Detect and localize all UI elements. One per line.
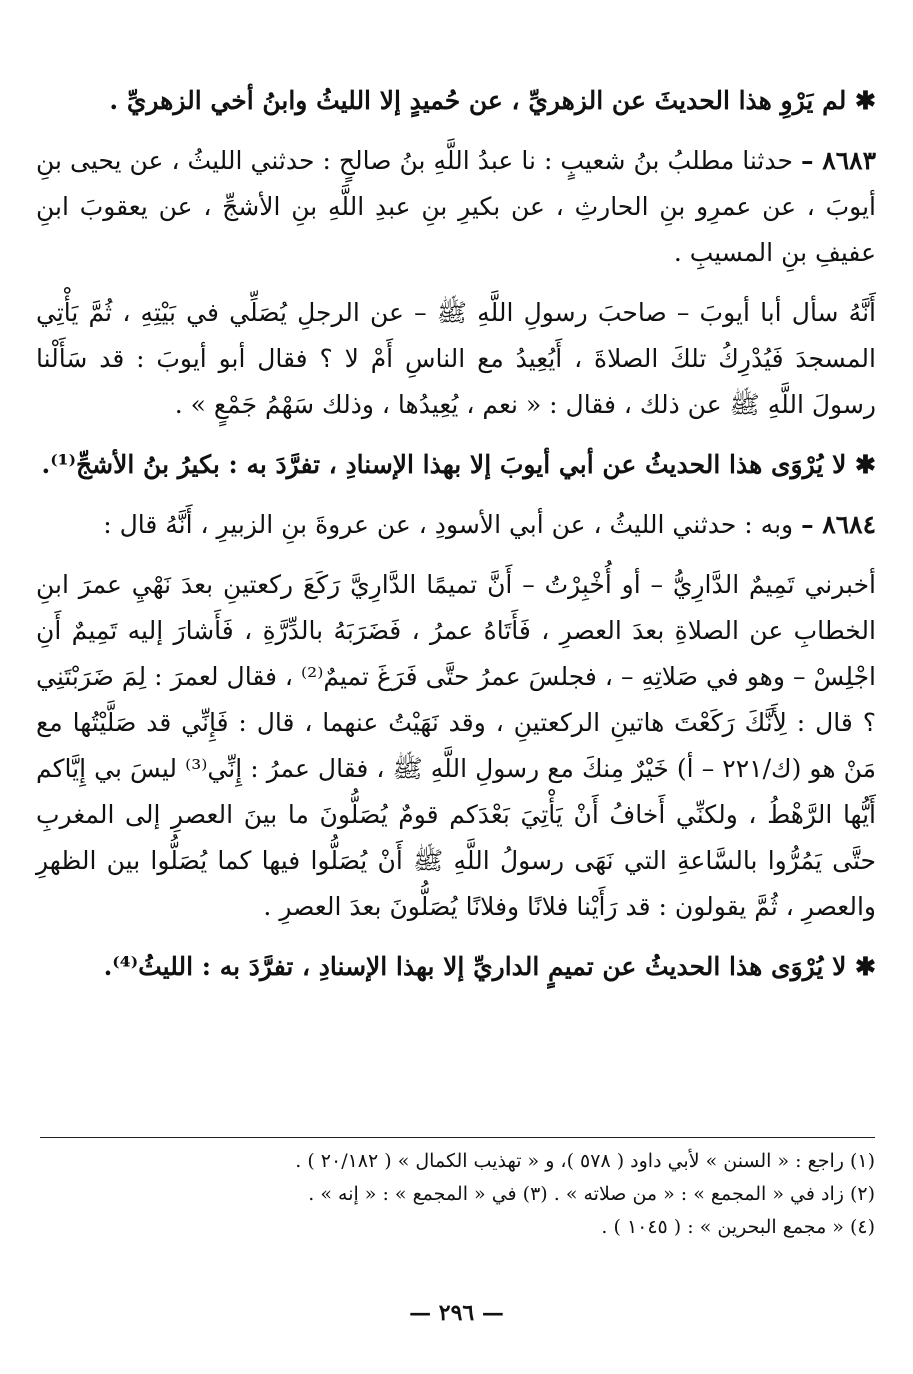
- hadith-8684: [36, 502, 876, 548]
- commentary-paragraph-3: ✱ لا يُرْوَى هذا الحديثُ عن تميمٍ الداريِّ إلا بهذا الإسنادِ ، تفرَّدَ به : الليثُ⁽⁴⁾.: [103, 952, 876, 981]
- hadith-isnad: حدثنا مطلبُ بنُ شعيبٍ : نا عبدُ اللَّهِ بنُ صالحٍ : حدثني الليثُ ، عن يحيى بنِ أيوبَ ، عن عمرِو بنِ الحارثِ ، عن بكيرِ بنِ عبدِ اللَّهِ بنِ الأشجِّ ، عن يعقوبَ ابنِ عفيفِ بنِ المسيبِ .: [36, 146, 876, 267]
- hadith-number: ٨٦٨٤ –: [801, 510, 876, 539]
- page-body: [36, 78, 876, 990]
- hadith-matn-2: أخبرني تَمِيمٌ الدَّارِيُّ – أو أُخْبِرْتُ – أَنَّ تميمًا الدَّارِيَّ رَكَعَ ركعتينِ بعدَ نَهْيِ عمرَ ابنِ الخطابِ عن الصلاةِ بعدَ العصرِ ، فَأَتَاهُ عمرُ ، فَضَرَبَهُ بالدِّرَّةِ ، فَأَشارَ إليه تَمِيمٌ أَنِ اجْلِسْ – وهو في صَلاتِهِ – ، فجلسَ عمرُ حتَّى فَرَغَ تميمٌ⁽²⁾ ، فقال لعمرَ : لِمَ ضَرَبْتَنِي ؟ قال : لِأَنَّكَ رَكَعْتَ هاتينِ الركعتينِ ، وقد نَهَيْتُ عنهما ، قال : فَإِنِّي قد صَلَّيْتُها مع مَنْ هو (ك/٢٢١ – أ) خَيْرٌ مِنكَ مع رسولِ اللَّهِ ﷺ ، فقال عمرُ : إِنِّي⁽³⁾ ليسَ بي إِيَّاكم أَيُّها الرَّهْطُ ، ولكنِّي أَخافُ أَنْ يَأْتِيَ بَعْدَكم قومٌ يُصَلُّونَ ما بينَ العصرِ إلى المغربِ حتَّى يَمُرُّوا بالسَّاعةِ التي نَهَى رسولُ اللَّهِ ﷺ أَنْ يُصَلُّوا فيها كما يُصَلُّوا بين الظهرِ والعصرِ ، ثُمَّ يقولون : قد رَأَيْنا فلانًا وفلانًا يُصَلُّونَ بعدَ العصرِ .: [36, 570, 876, 921]
- commentary-paragraph-2: ✱ لا يُرْوَى هذا الحديثُ عن أبي أيوبَ إلا بهذا الإسنادِ ، تفرَّدَ به : بكيرُ بنُ الأشجِّ⁽¹⁾.: [41, 450, 876, 479]
- hadith-number: ٨٦٨٣ –: [801, 146, 876, 175]
- footnote-1: (١) راجع : « السنن » لأبي داود ( ٥٧٨ )، و « تهذيب الكمال » ( ٢٠/١٨٢ ) .: [295, 1150, 875, 1172]
- footnote-2-3: (٢) زاد في « المجمع » : « من صلاته » . (٣) في « المجمع » : « إنه » .: [308, 1183, 875, 1205]
- footnote-divider: [40, 1137, 875, 1138]
- commentary-paragraph-1: ✱ لم يَرْوِ هذا الحديثَ عن الزهريِّ ، عن حُميدٍ إلا الليثُ وابنُ أخي الزهريِّ .: [109, 86, 876, 115]
- hadith-isnad: وبه : حدثني الليثُ ، عن أبي الأسودِ ، عن عروةَ بنِ الزبيرِ ، أَنَّهُ قال :: [103, 510, 794, 539]
- hadith-8683: [36, 138, 876, 276]
- hadith-matn-1: أَنَّهُ سأل أبا أيوبَ – صاحبَ رسولِ اللَّهِ ﷺ – عن الرجلِ يُصَلِّي في بَيْتِهِ ، ثُمَّ يَأْتِي المسجدَ فَيُدْرِكُ تلكَ الصلاةَ ، أَيُعِيدُ مع الناسِ أَمْ لا ؟ فقال أبو أيوبَ : قد سَأَلْنا رسولَ اللَّهِ ﷺ عن ذلك ، فقال : « نعم ، يُعِيدُها ، وذلك سَهْمُ جَمْعٍ » .: [36, 298, 876, 419]
- page-number: — ٢٩٦ —: [409, 1300, 504, 1326]
- footnote-4: (٤) « مجمع البحرين » : ( ١٠٤٥ ) .: [601, 1216, 875, 1238]
- footnotes-section: [40, 1145, 875, 1244]
